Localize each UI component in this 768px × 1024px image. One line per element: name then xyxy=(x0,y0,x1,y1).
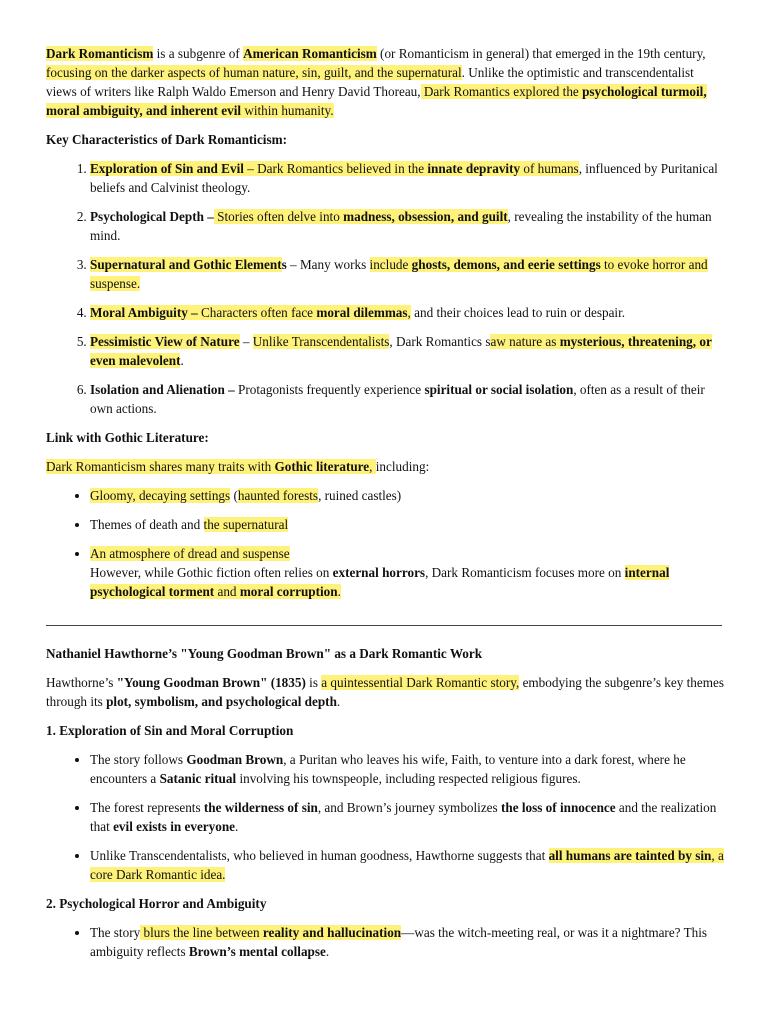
item-bold: mysterious, threatening, or even malevolent xyxy=(90,334,712,368)
list-item xyxy=(90,332,726,370)
item-bold: moral corruption xyxy=(239,584,338,599)
item-text: The story follows xyxy=(90,752,187,767)
item-bold: ghosts, demons, and eerie settings xyxy=(411,257,601,272)
section-divider xyxy=(46,625,722,626)
para-text: Dark Romanticism shares many traits with xyxy=(46,459,275,474)
item-text: include xyxy=(369,257,412,272)
item-highlight: An atmosphere of dread and suspense xyxy=(90,546,290,561)
item-text: , revealing the instability of the human mind. xyxy=(90,209,712,243)
list-item xyxy=(90,798,726,836)
item-highlight: haunted forests xyxy=(237,488,319,503)
item-text: and the realization that xyxy=(90,800,717,834)
item-bold: Goodman Brown xyxy=(186,752,284,767)
item-bold: reality and hallucination xyxy=(262,925,402,940)
intro-highlight: Dark Romantics explored the xyxy=(420,84,583,99)
para-bold: plot, symbolism, and psychological depth xyxy=(106,694,337,709)
list-item xyxy=(90,303,726,322)
list-item xyxy=(90,544,726,601)
item-bold: internal psychological torment xyxy=(90,565,670,599)
gothic-traits-list xyxy=(46,486,726,601)
item-highlight: the supernatural xyxy=(203,517,289,532)
item-text: The story xyxy=(90,925,141,940)
item-text: , ruined castles) xyxy=(318,488,402,503)
item-title: Isolation and Alienation – xyxy=(90,382,235,397)
item-title-tail: s xyxy=(281,257,287,272)
item-text: – Many works xyxy=(286,257,370,272)
list-item xyxy=(90,750,726,788)
intro-text: is a subgenre of xyxy=(153,46,244,61)
item-text: aw nature as xyxy=(490,334,560,349)
item-title: Moral Ambiguity – xyxy=(90,305,198,320)
item-bold: external horrors xyxy=(332,565,426,580)
item-text: Stories often delve into xyxy=(213,209,344,224)
item-bold: the wilderness of sin xyxy=(203,800,318,815)
item-title: Supernatural and Gothic Element xyxy=(90,257,282,272)
item-text: . xyxy=(325,944,330,959)
item-text: Unlike Transcendentalists, who believed in human goodness, Hawthorne suggests that xyxy=(90,848,549,863)
item-text: , influenced by Puritanical beliefs and Calvinist theology. xyxy=(90,161,718,195)
item-bold: spiritual or social isolation xyxy=(424,382,574,397)
item-highlight: Unlike Transcendentalists xyxy=(252,334,390,349)
item-text: , Dark Romantics s xyxy=(389,334,491,349)
list-item xyxy=(90,207,726,245)
term-american-romanticism: American Romanticism xyxy=(243,46,377,61)
list-item xyxy=(90,515,726,534)
item-text: to evoke horror and suspense. xyxy=(90,257,708,291)
heading-section-2: 2. Psychological Horror and Ambiguity xyxy=(46,896,267,911)
item-text: involving his townspeople, including respected religious figures. xyxy=(236,771,581,786)
para-text: Hawthorne’s xyxy=(46,675,117,690)
heading-section-1: 1. Exploration of Sin and Moral Corruption xyxy=(46,723,294,738)
item-text: – xyxy=(239,334,253,349)
item-text: . xyxy=(337,584,341,599)
item-text: , often as a result of their own actions. xyxy=(90,382,705,416)
item-text: However, while Gothic fiction often relies on xyxy=(90,565,333,580)
intro-text: (or Romanticism in general) that emerged in the 19th century, xyxy=(376,46,706,61)
list-item xyxy=(90,255,726,293)
item-text: Characters often face xyxy=(197,305,317,320)
para-text: is xyxy=(305,675,322,690)
item-title: Pessimistic View of Nature xyxy=(90,334,240,349)
list-item xyxy=(90,846,726,884)
item-text: , xyxy=(407,305,411,320)
intro-highlight: within humanity. xyxy=(241,103,334,118)
document-page xyxy=(46,44,726,971)
intro-bold-highlight: psychological turmoil, moral ambiguity, and inherent evil xyxy=(46,84,707,118)
item-text: Protagonists frequently experience xyxy=(234,382,425,397)
section1-list xyxy=(46,750,726,884)
item-text: . xyxy=(180,353,184,368)
para-text: , xyxy=(369,459,376,474)
item-text: Themes of death and xyxy=(90,517,204,532)
item-text: blurs the line between xyxy=(140,925,263,940)
para-text: including: xyxy=(375,459,430,474)
item-title: Exploration of Sin and Evil xyxy=(90,161,244,176)
gothic-paragraph xyxy=(46,457,726,476)
heading-gothic-link: Link with Gothic Literature: xyxy=(46,430,209,445)
list-item xyxy=(90,923,726,961)
item-title: Psychological Depth – xyxy=(90,209,214,224)
intro-paragraph xyxy=(46,44,726,120)
item-text: , a Puritan who leaves his wife, Faith, to venture into a dark forest, where he encounters a xyxy=(90,752,686,786)
section2-list xyxy=(46,923,726,961)
item-text: . xyxy=(235,819,239,834)
item-bold: the loss of innocence xyxy=(500,800,616,815)
para-text: embodying the subgenre’s key themes through its xyxy=(46,675,724,709)
heading-young-goodman-brown: Nathaniel Hawthorne’s "Young Goodman Brown" as a Dark Romantic Work xyxy=(46,646,483,661)
list-item xyxy=(90,380,726,418)
item-text: and their choices lead to ruin or despair. xyxy=(410,305,626,320)
item-text: , and Brown’s journey symbolizes xyxy=(317,800,501,815)
term-dark-romanticism: Dark Romanticism xyxy=(46,46,154,61)
item-bold: Brown’s mental collapse xyxy=(188,944,326,959)
intro-text: . Unlike the optimistic and transcendentalist views of writers like Ralph Waldo Emerson and Henry David Thoreau, xyxy=(46,65,694,99)
item-text: The forest represents xyxy=(90,800,204,815)
item-bold: all humans are tainted by sin xyxy=(548,848,712,863)
item-text: —was the witch-meeting real, or was it a nightmare? This ambiguity reflects xyxy=(90,925,708,959)
item-bold: Satanic ritual xyxy=(159,771,237,786)
list-item xyxy=(90,159,726,197)
item-text: – Dark Romantics believed in the xyxy=(243,161,428,176)
item-text: ( xyxy=(230,488,238,503)
list-item xyxy=(90,486,726,505)
item-bold: innate depravity xyxy=(427,161,521,176)
ygb-paragraph xyxy=(46,673,726,711)
item-bold: madness, obsession, and guilt xyxy=(343,209,508,224)
heading-key-characteristics: Key Characteristics of Dark Romanticism: xyxy=(46,132,287,147)
para-bold: Gothic literature xyxy=(274,459,370,474)
highlight-focus: focusing on the darker aspects of human nature, sin, guilt, and the supernatural xyxy=(46,65,462,80)
characteristics-list xyxy=(46,159,726,418)
item-text: , Dark Romanticism focuses more on xyxy=(425,565,625,580)
para-text: . xyxy=(336,694,341,709)
item-text: of humans xyxy=(520,161,579,176)
para-highlight: a quintessential Dark Romantic story, xyxy=(321,675,520,690)
item-bold: moral dilemmas xyxy=(316,305,408,320)
item-text: , a core Dark Romantic idea. xyxy=(90,848,724,882)
para-bold: "Young Goodman Brown" (1835) xyxy=(116,675,306,690)
item-text: and xyxy=(214,584,240,599)
item-highlight: Gloomy, decaying settings xyxy=(90,488,231,503)
item-bold: evil exists in everyone xyxy=(113,819,236,834)
